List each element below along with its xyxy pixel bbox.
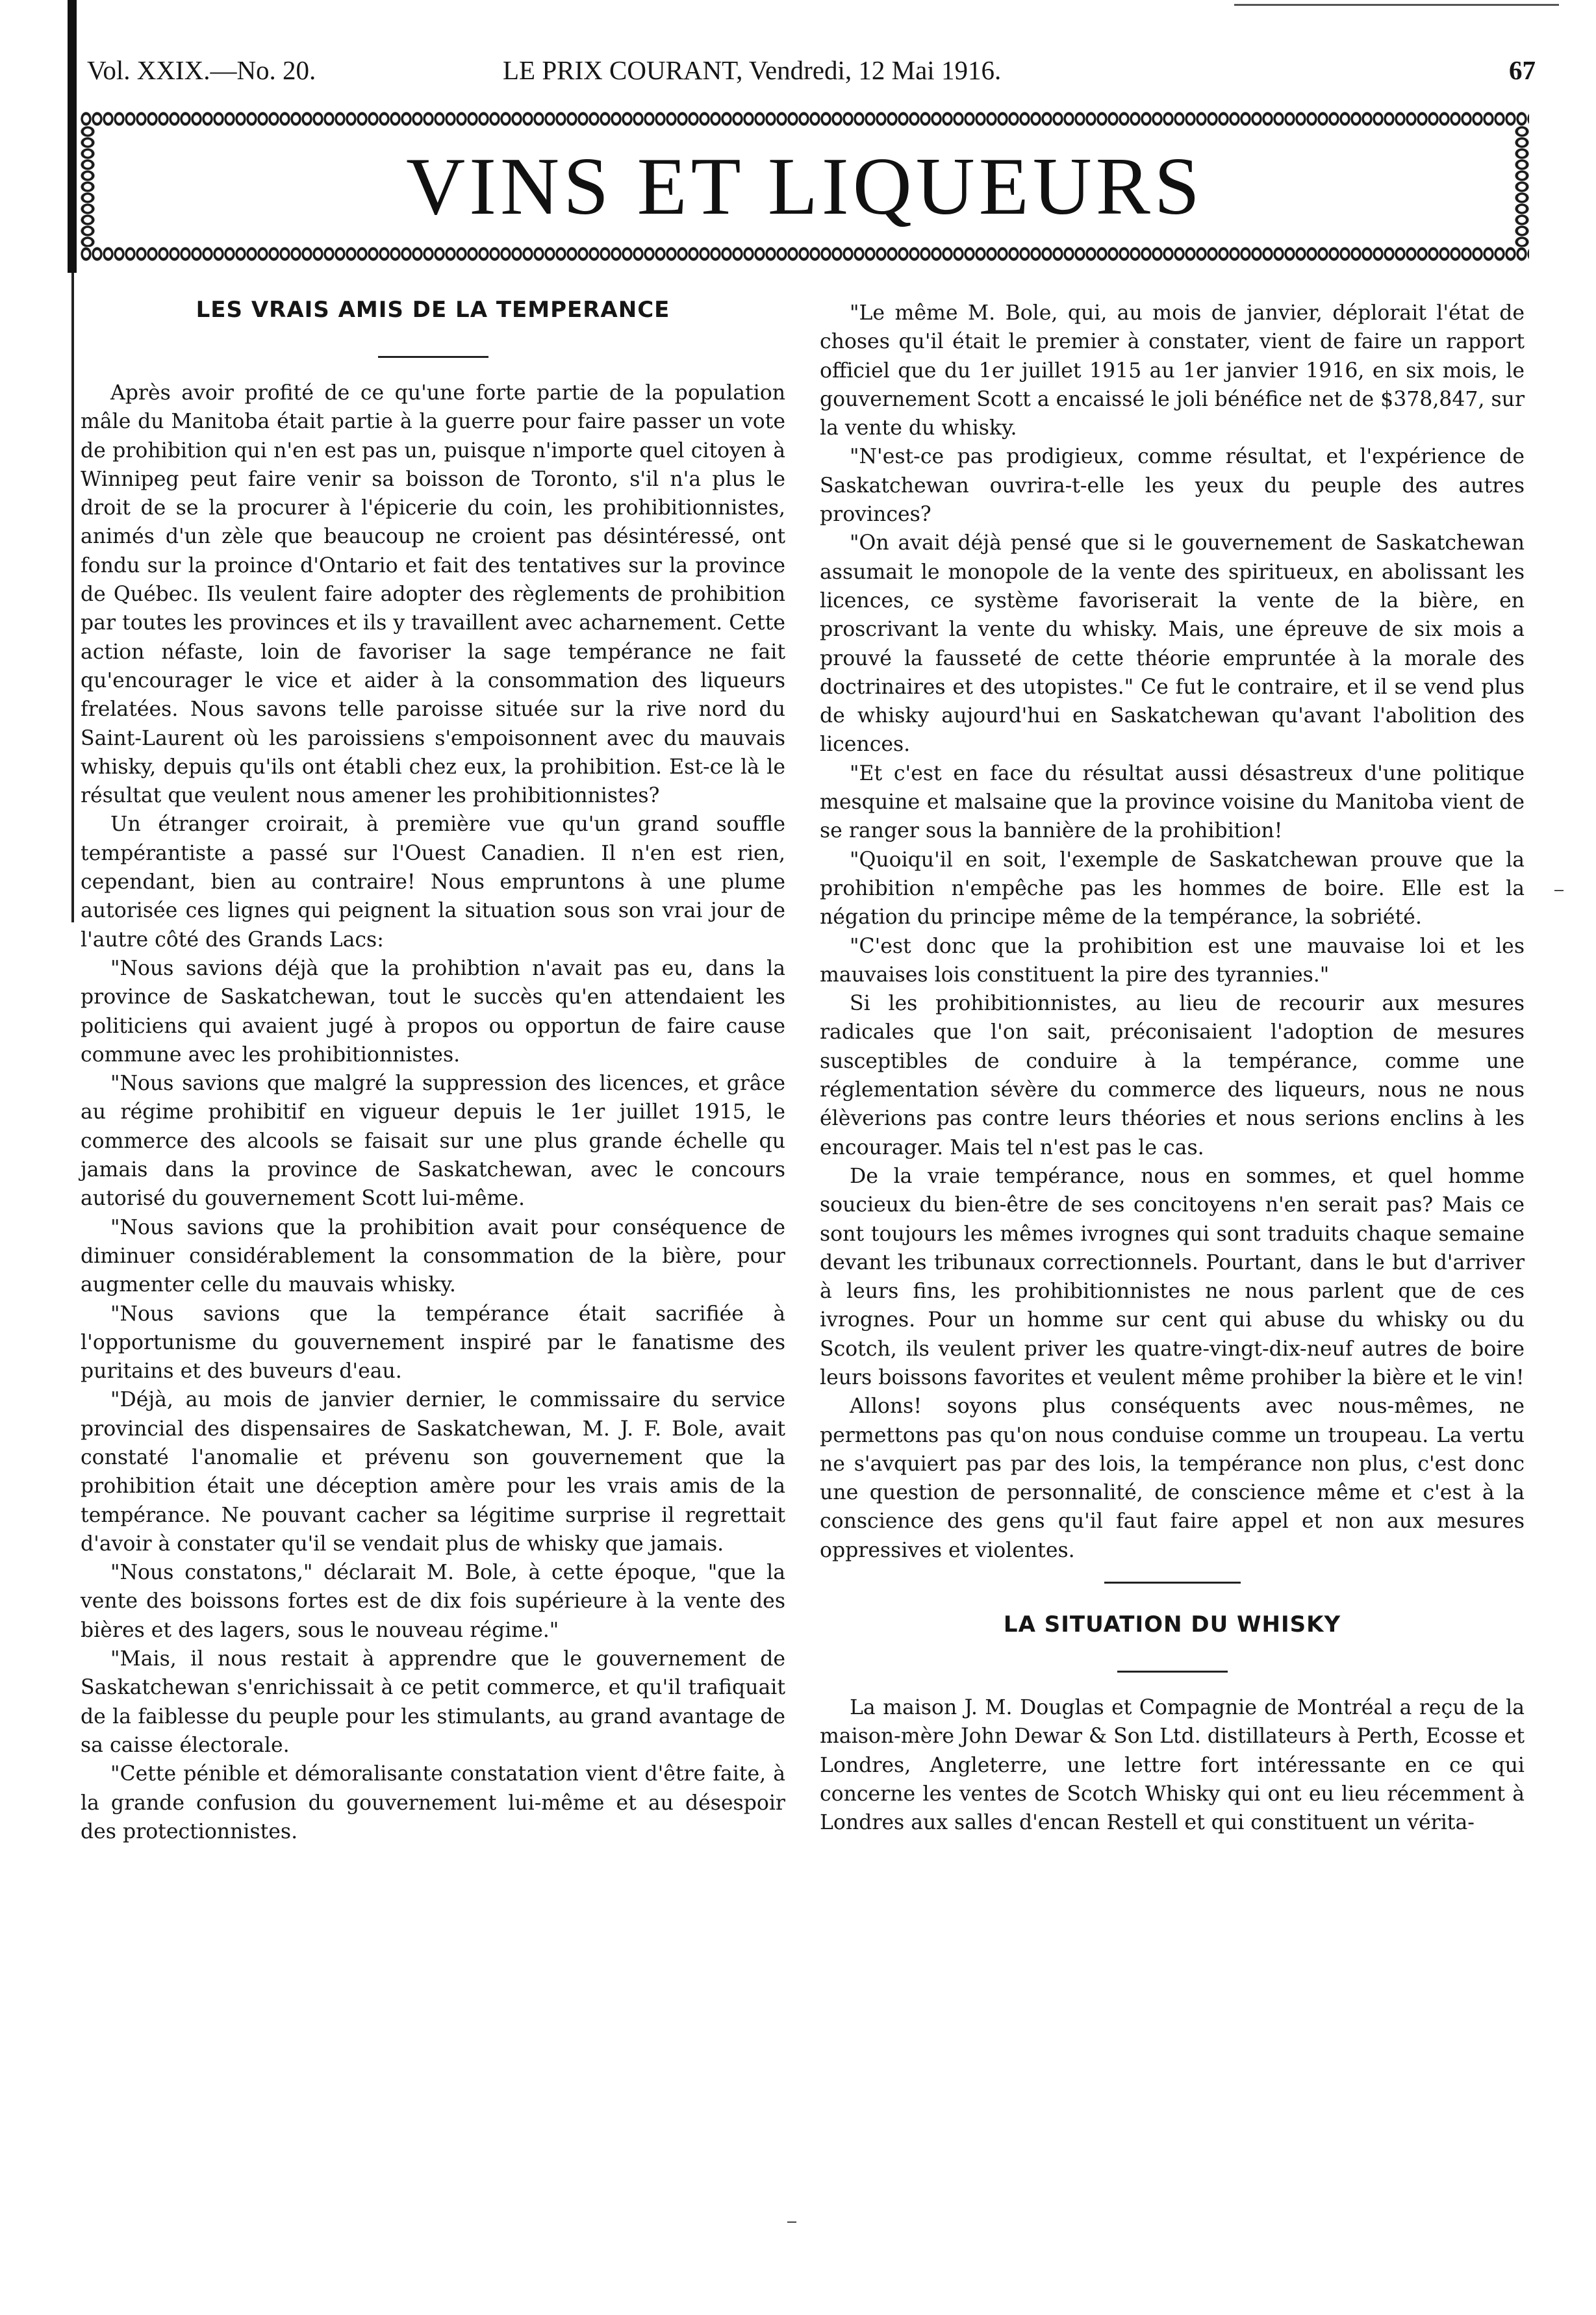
article-paragraph: De la vraie tempérance, nous en sommes, et quel homme soucieux du bien-être de ses concitoyens n'en serait pas? Mais ce sont toujours les mêmes ivrognes qui sont traduits chaque semaine devant les tribunaux correctionnels. Pourtant, dans le but d'arriver à leurs fins, les prohibitionnistes ne nous parlent que de ces ivrognes. Pour un homme sur cent qui abuse du whisky ou du Scotch, ils veulent priver les quatre-vingt-dix-neuf autres de boire leurs boissons favorites et veulent même prohiber la bière et le vin!: [820, 1164, 1525, 1389]
banner-border-top: [81, 112, 1529, 126]
volume-number: Vol. XXIX.—No. 20.: [87, 55, 316, 85]
left-column: [81, 294, 785, 1846]
banner-border-bottom: [81, 247, 1529, 261]
binding-shadow: [68, 0, 77, 273]
section-title: VINS ET LIQUEURS: [406, 142, 1204, 232]
article-paragraph: Un étranger croirait, à première vue qu'un grand souffle tempérantiste a passé sur l'Ouest Canadien. Il n'en est rien, cependant, bien au contraire! Nous empruntons à une plume autorisée ces lignes qui peignent la situation sous son vrai jour de l'autre côté des Grands Lacs:: [81, 813, 785, 952]
quote-paragraph: "Déjà, au mois de janvier dernier, le commissaire du service provincial des dispensaires de Saskatchewan, M. J. F. Bole, avait constaté l'anomalie et prévenu son gouvernement que la prohibition était une déception amère pour les vrais amis de la tempérance. Ne pouvant cacher sa légitime surprise il regrettait d'avoir à constater qu'il se vendait plus de whisky que jamais.: [81, 1388, 785, 1556]
quote-paragraph: "Le même M. Bole, qui, au mois de janvier, déplorait l'état de choses qu'il était le premier à constater, vient de faire un rapport officiel que du 1er juillet 1915 au 1er janvier 1916, en six mois, le gouvernement Scott a encaissé le joli bénéfice net de $378,847, sur la vente du whisky.: [820, 301, 1525, 440]
title-divider: [1117, 1671, 1228, 1673]
article-divider: [1104, 1582, 1241, 1584]
quote-paragraph: "Nous savions que la prohibition avait pour conséquence de diminuer considérablement la consommation de la bière, pour augmenter celle du mauvais whisky.: [81, 1215, 785, 1297]
article-paragraph: La maison J. M. Douglas et Compagnie de Montréal a reçu de la maison-mère John Dewar & Son Ltd. distillateurs à Perth, Ecosse et Londres, Angleterre, une lettre fort intéressante en ce qui concerne les ventes de Scotch Whisky qui ont eu lieu récemment à Londres aux salles d'encan Restell et qui constituent un vérita-: [820, 1696, 1525, 1835]
article-paragraph: Après avoir profité de ce qu'une forte partie de la population mâle du Manitoba était partie à la guerre pour faire passer un vote de prohibition qui n'en est pas un, puisque n'importe quel citoyen à Winnipeg peut faire venir sa boisson de Toronto, s'il n'a plus le droit de se la procurer à l'épicerie du coin, les prohibitionnistes, animés d'un zèle que beaucoup ne croient pas désintéressé, ont fondu sur la proince d'Ontario et fait des tentatives sur la province de Québec. Ils veulent faire adopter des règlements de prohibition par toutes les provinces et ils y travaillent avec acharnement. Cette action néfaste, loin de favoriser la sage tempérance ne fait qu'encourager le vice et aider à la consommation des liqueurs frelatées. Nous savons telle paroisse située sur la rive nord du Saint-Laurent où les paroissiens s'empoisonnent avec du mauvais whisky, depuis qu'ils ont établi chez eux, la prohibition. Est-ce là le résultat que veulent nous amener les prohibitionnistes?: [81, 381, 785, 808]
article-paragraph: Allons! soyons plus conséquents avec nous-mêmes, ne permettons pas qu'on nous conduise comme un troupeau. La vertu ne s'avquiert pas par des lois, la tempérance non plus, c'est donc une question de personnalité, de conscience même et c'est à la conscience des gens qu'il faut faire appel et non aux mesures oppressives et violentes.: [820, 1395, 1525, 1562]
quote-paragraph: "Cette pénible et démoralisante constatation vient d'être faite, à la grande confusion du gouvernement lui-même et au désespoir des protectionnistes.: [81, 1762, 785, 1843]
quote-paragraph: "N'est-ce pas prodigieux, comme résultat, et l'expérience de Saskatchewan ouvrira-t-elle les yeux du peuple des autres provinces?: [820, 445, 1525, 527]
running-header: [87, 51, 1536, 90]
page-number: 67: [1509, 55, 1536, 85]
quote-paragraph: "Et c'est en face du résultat aussi désastreux d'une politique mesquine et malsaine que la province voisine du Manitoba vient de se ranger sous la bannière de la prohibition!: [820, 761, 1525, 843]
quote-paragraph: "Quoiqu'il en soit, l'exemple de Saskatchewan prouve que la prohibition n'empêche pas les hommes de boire. Elle est la négation du principe même de la tempérance, la sobriété.: [820, 848, 1525, 930]
article-title: LA SITUATION DU WHISKY: [1003, 1612, 1341, 1638]
top-edge-rule: [1234, 4, 1559, 6]
article-paragraph: Si les prohibitionnistes, au lieu de recourir aux mesures radicales que l'on sait, préconisaient l'adoption de mesures susceptibles de conduire à la tempérance, comme une réglementation sévère du commerce des liqueurs, nous ne nous élèverions pas contre leurs théories et nous serions enclins à les encourager. Mais tel n'est pas le cas.: [820, 992, 1525, 1159]
article-title: LES VRAIS AMIS DE LA TEMPERANCE: [196, 297, 670, 323]
right-column: [820, 299, 1525, 1838]
quote-paragraph: "C'est donc que la prohibition est une mauvaise loi et les mauvaises lois constituent la pire des tyrannies.": [820, 934, 1525, 987]
binding-edge-line: [71, 273, 74, 922]
quote-paragraph: "Nous savions que la tempérance était sacrifiée à l'opportunisme du gouvernement inspiré par le fanatisme des puritains et des buveurs d'eau.: [81, 1302, 785, 1384]
margin-mark: [787, 2221, 796, 2223]
quote-paragraph: "On avait déjà pensé que si le gouvernement de Saskatchewan assumait le monopole de la vente des spiritueux, en abolissant les licences, ce système favoriserait la vente de la bière, en proscrivant la vente du whisky. Mais, une épreuve de six mois a prouvé la fausseté de cette théorie empruntée à la morale des doctrinaires et des utopistes." Ce fut le contraire, et il se vend plus de whisky aujourd'hui en Saskatchewan qu'avant l'abolition des licences.: [820, 531, 1525, 757]
quote-paragraph: "Nous savions que malgré la suppression des licences, et grâce au régime prohibitif en vigueur depuis le 1er juillet 1915, le commerce des alcools se faisait sur une plus grande échelle qu jamais dans la province de Saskatchewan, avec le concours autorisé du gouvernement Scott lui-même.: [81, 1072, 785, 1211]
publication-title-date: LE PRIX COURANT, Vendredi, 12 Mai 1916.: [503, 55, 1002, 85]
title-divider: [378, 356, 488, 358]
quote-paragraph: "Mais, il nous restait à apprendre que le gouvernement de Saskatchewan s'enrichissait à ce petit commerce, et qu'il trafiquait de la faiblesse du peuple pour les stimulants, au grand avantage de sa caisse électorale.: [81, 1647, 785, 1757]
section-banner: [81, 112, 1529, 261]
quote-paragraph: "Nous constatons," déclarait M. Bole, à cette époque, "que la vente des boissons fortes est de dix fois supérieure à la vente des bières et des lagers, sous le nouveau régime.": [81, 1561, 785, 1642]
quote-paragraph: "Nous savions déjà que la prohibtion n'avait pas eu, dans la province de Saskatchewan, tout le succès qu'en attendaient les politiciens qui avaient jugé à propos ou opportun de faire cause commune avec les prohibitionnistes.: [81, 956, 785, 1067]
margin-mark: [1554, 890, 1564, 891]
